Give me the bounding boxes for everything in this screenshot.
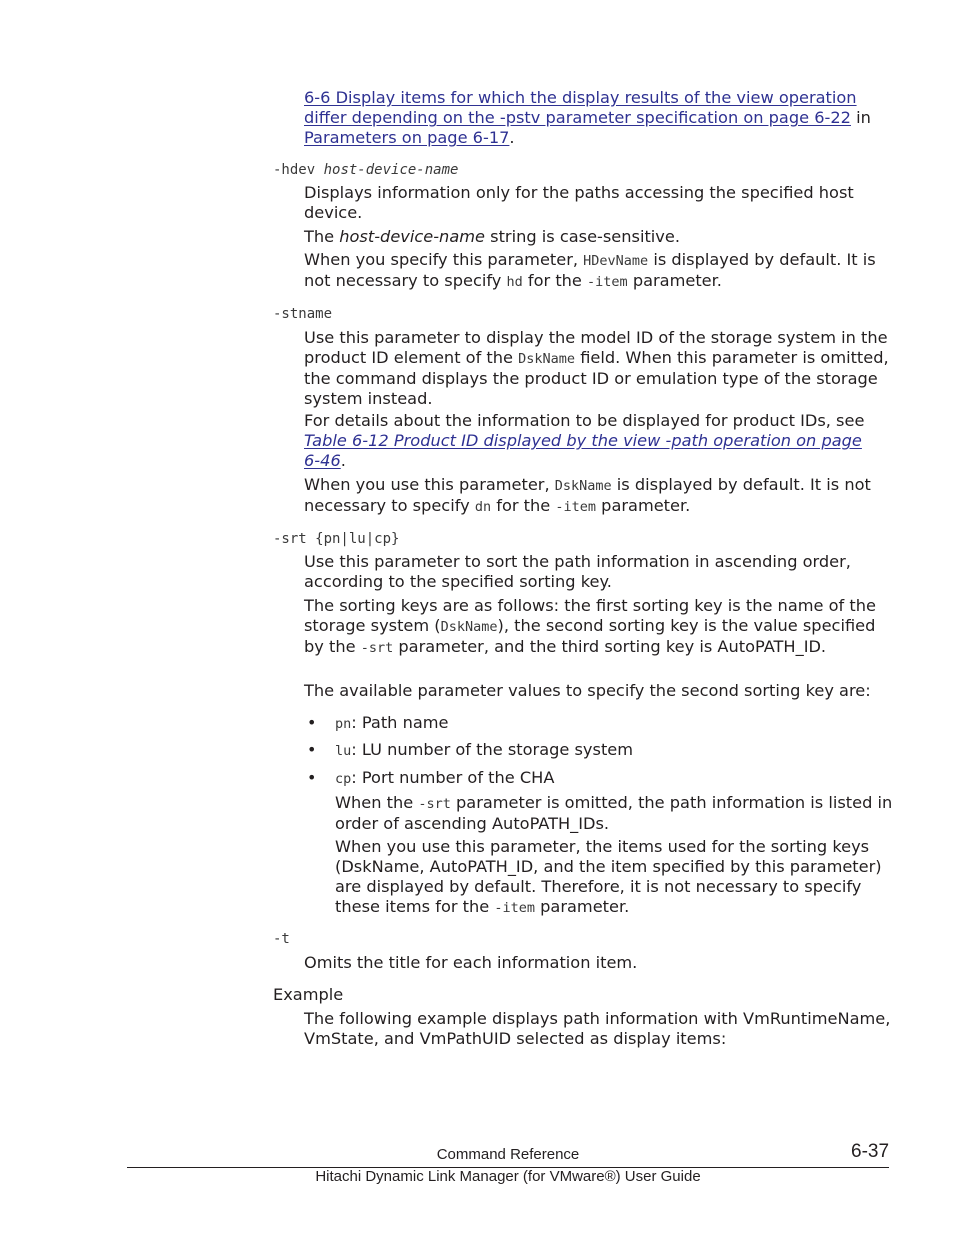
list-item-pn: pn: Path name <box>335 713 449 732</box>
bullet-marker: • <box>307 768 317 787</box>
link-display-items-pstv[interactable]: 6-6 Display items for which the display results of the view operation differ depending on the -pstv parameter specification on page 6-22 <box>304 88 857 127</box>
bullet-marker: • <box>307 713 317 732</box>
bullet-marker: • <box>307 740 317 759</box>
stname-details: For details about the information to be displayed for product IDs, see Table 6-12 Product ID displayed by the view -path operation on page 6-46. <box>304 411 865 470</box>
footer-guide-title: Hitachi Dynamic Link Manager (for VMware®) User Guide <box>315 1168 701 1185</box>
page-number: 6-37 <box>851 1141 890 1162</box>
srt-sorting-keys: The sorting keys are as follows: the first sorting key is the name of the storage system (DskName), the second sorting key is the value specified by the -srt parameter, and the third sorting key is AutoPATH_ID. <box>304 596 876 656</box>
srt-available-values: The available parameter values to specify the second sorting key are: <box>304 681 871 700</box>
t-description: Omits the title for each information item. <box>304 953 638 972</box>
stname-description: Use this parameter to display the model ID of the storage system in the product ID element of the DskName field. When this parameter is omitted, the command displays the product ID or emulation type of the storage system instead. <box>304 328 889 408</box>
hdev-case-note: The host-device-name string is case-sensitive. <box>304 227 680 246</box>
stname-default-note: When you use this parameter, DskName is displayed by default. It is not necessary to specify dn for the -item parameter. <box>304 475 871 515</box>
list-item-cp: cp: Port number of the CHA <box>335 768 555 787</box>
footer-section-title: Command Reference <box>436 1146 580 1163</box>
hdev-default-note: When you specify this parameter, HDevName is displayed by default. It is not necessary to specify hd for the -item parameter. <box>304 250 876 290</box>
srt-omitted-note: When the -srt parameter is omitted, the path information is listed in order of ascending AutoPATH_IDs. <box>335 793 893 833</box>
srt-description: Use this parameter to sort the path information in ascending order, according to the specified sorting key. <box>304 552 851 591</box>
option-t: -t <box>273 931 290 947</box>
option-hdev: -hdev host-device-name <box>273 162 459 178</box>
option-stname: -stname <box>273 306 333 322</box>
example-heading: Example <box>273 985 344 1004</box>
intro-paragraph: 6-6 Display items for which the display results of the view operation differ depending on the -pstv parameter specification on page 6-22 in Parameters on page 6-17. <box>304 88 871 147</box>
example-description: The following example displays path information with VmRuntimeName, VmState, and VmPathUID selected as display items: <box>304 1009 891 1048</box>
option-srt: -srt {pn|lu|cp} <box>273 531 400 547</box>
link-parameters[interactable]: Parameters on page 6-17 <box>304 128 510 147</box>
srt-default-note: When you use this parameter, the items used for the sorting keys (DskName, AutoPATH_ID, and the item specified by this parameter) are displayed by default. Therefore, it is not necessary to specify these items for the -item parameter. <box>335 837 882 916</box>
list-item-lu: lu: LU number of the storage system <box>335 740 634 759</box>
hdev-description: Displays information only for the paths accessing the specified host device. <box>304 183 854 222</box>
link-table-6-12[interactable]: Table 6-12 Product ID displayed by the view -path operation on page 6-46 <box>304 431 862 470</box>
